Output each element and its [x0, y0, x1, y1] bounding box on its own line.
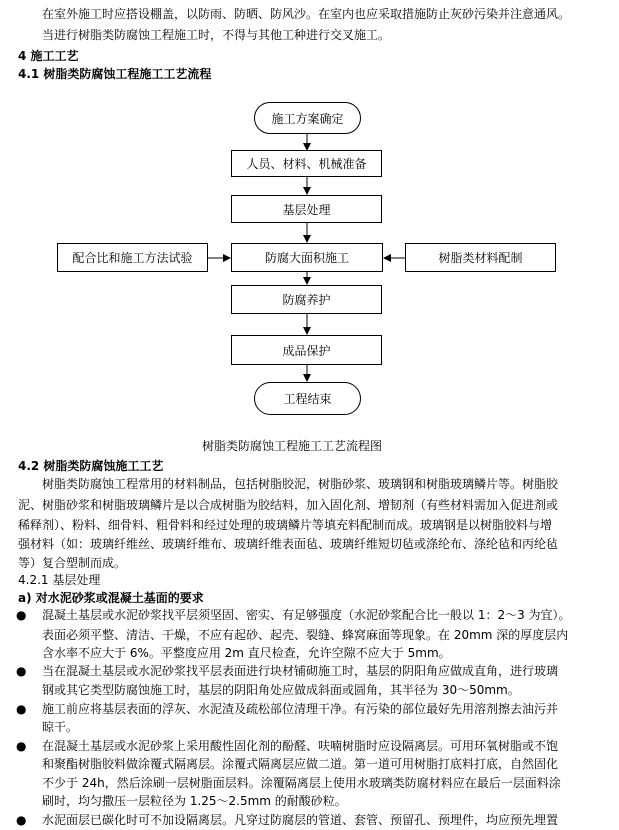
bullet-4-line-2: 和聚酯树脂胶料做涂覆式隔离层。涂覆式隔离层应做二道。第一道可用树脂打底料打底，自然固化: [42, 757, 559, 771]
intro-line-2: 当进行树脂类防腐蚀工程施工时，不得与其他工种进行交叉施工。: [42, 28, 391, 42]
flow-step-base-treatment: 基层处理: [231, 195, 382, 223]
para-4-2-line-1: 树脂类防腐蚀工程常用的材料制品，包括树脂胶泥，树脂砂浆、玻璃钢和树脂玻璃鳞片等。树脂胶: [42, 477, 559, 491]
bullet-2-line-1: 当在混凝土基层或水泥砂浆找平层表面进行块材铺砌施工时，基层的阴阳角应做成直角，进行玻璃: [42, 664, 559, 678]
bullet-3-line-2: 晾干。: [42, 720, 79, 734]
para-4-2-line-3: 稀释剂）、粉料、细骨料、粗骨料和经过处理的玻璃鳞片等填充料配制而成。玻璃钢是以树脂胶料与增: [18, 518, 553, 532]
flow-start-node: 施工方案确定: [254, 102, 361, 134]
bullet-1-line-1: 混凝土基层或水泥砂浆找平层须坚固、密实、有足够强度（水泥砂浆配合比一般以 1：2～3 为宜）。: [42, 608, 571, 622]
bullet-1-line-3: 含水率不应大于 6%。平整度应用 2m 直尺检查，允许空隙不应大于 5mm。: [42, 646, 451, 660]
flowchart-caption: 树脂类防腐蚀工程施工工艺流程图: [202, 439, 383, 453]
bullet-icon: ●: [16, 702, 27, 716]
flow-step-resin-preparation: 树脂类材料配制: [405, 243, 556, 272]
bullet-icon: ●: [16, 813, 27, 827]
bullet-1-line-2: 表面必须平整、清洁、干燥，不应有起砂、起壳、裂缝、蜂窝麻面等现象。在 20mm 深的厚度层内: [42, 628, 569, 642]
flow-step-large-area-construction: 防腐大面积施工: [231, 243, 383, 272]
bullet-4-line-3: 不少于 24h，然后涂刷一层树脂面层料。涂覆隔离层上使用水玻璃类防腐材料应在最后一层面料涂: [42, 776, 561, 790]
para-4-2-line-4: 强材料（如：玻璃纤维丝、玻璃纤维布、玻璃纤维表面毡、玻璃纤维短切毡或涤纶布、涤纶毡和丙纶毡: [18, 537, 559, 551]
bullet-5-line-1: 水泥面层已碳化时可不加设隔离层。凡穿过防腐层的管道、套管、预留孔、预埋件，均应预先埋置: [42, 813, 559, 827]
para-4-2-line-5: 等）复合塑制而成。: [18, 556, 127, 570]
para-4-2-line-2: 泥、树脂砂浆和树脂玻璃鳞片是以合成树脂为胶结料，加入固化剂、增韧剂（有些材料需加入促进剂或: [18, 498, 559, 512]
section-4-2-heading: 4.2 树脂类防腐蚀施工工艺: [18, 459, 164, 473]
bullet-4-line-4: 刷时，均匀撒压一层粒径为 1.25～2.5mm 的耐酸砂粒。: [42, 794, 347, 808]
bullet-icon: ●: [16, 739, 27, 753]
flow-step-curing: 防腐养护: [231, 285, 382, 314]
bullet-3-line-1: 施工前应将基层表面的浮灰、水泥渣及疏松部位清理干净。有污染的部位最好先用溶剂擦去油污并: [42, 702, 559, 716]
flow-step-mix-ratio-test: 配合比和施工方法试验: [57, 243, 208, 272]
flow-step-preparation: 人员、材料、机械准备: [231, 150, 382, 177]
section-4-2-1-heading: 4.2.1 基层处理: [18, 573, 101, 587]
bullet-4-line-1: 在混凝土基层或水泥砂浆上采用酸性固化剂的酚醛、呋喃树脂时应设隔离层。可用环氧树脂或不饱: [42, 739, 559, 753]
bullet-icon: ●: [16, 664, 27, 678]
subsection-a-heading: a) 对水泥砂浆或混凝土基面的要求: [18, 591, 204, 605]
intro-line-1: 在室外施工时应搭设棚盖，以防雨、防晒、防风沙。在室内也应采取措施防止灰砂污染并注意通风。: [42, 7, 571, 21]
bullet-icon: ●: [16, 608, 27, 622]
section-4-1-heading: 4.1 树脂类防腐蚀工程施工工艺流程: [18, 67, 212, 81]
flow-step-product-protection: 成品保护: [231, 335, 382, 365]
bullet-2-line-2: 钢或其它类型防腐蚀施工时，基层的阴阳角处应做成斜面或圆角，其半径为 30～50mm。: [42, 683, 520, 697]
section-4-heading: 4 施工工艺: [18, 49, 79, 63]
flow-end-node: 工程结束: [254, 382, 361, 415]
